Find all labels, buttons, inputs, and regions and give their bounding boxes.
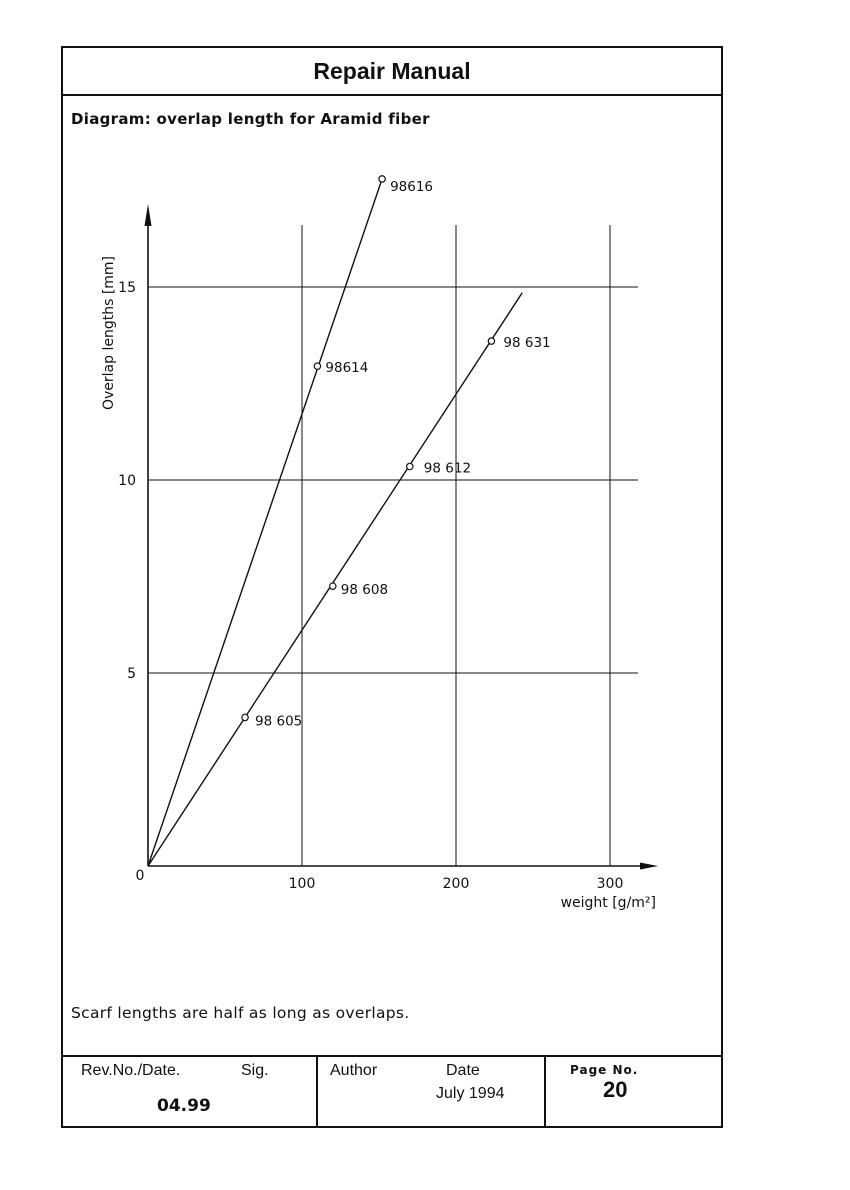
rev-value: 04.99	[157, 1096, 211, 1116]
data-point	[407, 463, 413, 469]
data-point	[242, 714, 248, 720]
date-label: Date	[446, 1062, 480, 1079]
data-point	[379, 176, 385, 182]
x-tick-label: 300	[596, 876, 624, 892]
y-tick-label: 15	[118, 280, 136, 296]
date-value: July 1994	[436, 1085, 505, 1102]
data-point-label: 98 605	[255, 713, 303, 730]
y-tick-label: 5	[127, 666, 136, 682]
page-number: 20	[603, 1077, 628, 1102]
sig-label: Sig.	[241, 1062, 269, 1079]
data-point-label: 98 631	[503, 335, 551, 352]
data-point-label: 98614	[325, 360, 369, 377]
x-tick-label: 100	[288, 876, 316, 892]
author-label: Author	[330, 1062, 378, 1079]
data-point	[314, 363, 320, 369]
rev-label: Rev.No./Date.	[81, 1062, 181, 1079]
series-line	[148, 179, 382, 866]
y-axis-label: Overlap lengths [mm]	[101, 255, 117, 411]
data-point-label: 98 612	[423, 460, 472, 477]
grid	[148, 225, 638, 866]
data-point-label: 98616	[390, 178, 434, 195]
data-point	[488, 338, 494, 344]
y-axis-arrow	[145, 204, 152, 226]
series	[148, 0, 551, 866]
x-tick-label: 0	[135, 868, 145, 884]
axes	[145, 204, 659, 870]
y-tick-label: 10	[118, 473, 136, 489]
data-point	[330, 583, 336, 589]
x-axis-arrow	[640, 863, 658, 870]
series-line	[148, 293, 522, 866]
diagram-title: Diagram: overlap length for Aramid fiber	[71, 110, 430, 128]
x-tick-label: 200	[442, 876, 470, 892]
data-point-label: 98 608	[340, 582, 389, 599]
page-number-label: Page No.	[570, 1063, 639, 1077]
page-title: Repair Manual	[313, 57, 471, 84]
x-axis-label: weight [g/m²]	[560, 895, 656, 911]
note-text: Scarf lengths are half as long as overlaps.	[71, 1004, 410, 1022]
